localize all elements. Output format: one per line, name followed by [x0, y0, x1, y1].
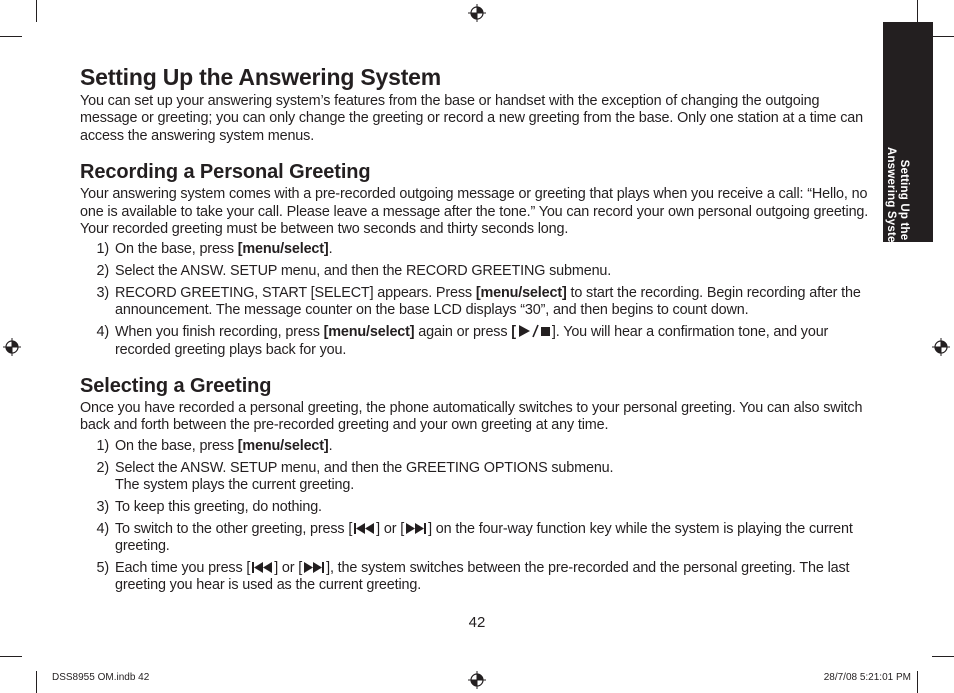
- registration-mark-icon: [3, 338, 21, 356]
- side-tab-line-2: Answering System: [885, 146, 897, 254]
- crop-mark: [36, 0, 37, 22]
- skip-back-icon: [251, 561, 273, 574]
- menu-select-key: [menu/select]: [237, 241, 329, 258]
- recording-paragraph: Your answering system comes with a pre-recorded outgoing message or greeting that plays when you receive a call: “Hello, no one is available to take your call. Please leave a message after the tone.” You can record your own personal outgoing greeting. Your recorded greeting must be between two seconds and thirty seconds long.: [80, 186, 869, 238]
- crop-mark: [932, 36, 954, 37]
- side-tab-line-1: Setting Up the: [898, 159, 910, 241]
- crop-mark: [0, 656, 22, 657]
- list-item: 2) Select the ANSW. SETUP menu, and then the RECORD GREETING submenu.: [96, 263, 612, 280]
- crop-mark: [917, 671, 918, 693]
- selecting-steps: [80, 438, 870, 595]
- list-item: 5) Each time you press [ ] or [ ], the system switches between the pre-recorded and the personal greeting. The last greeting you hear is used as the current greeting.: [96, 559, 850, 594]
- skip-back-icon: [353, 522, 375, 535]
- footer-file-label: DSS8955 OM.indb 42: [52, 672, 150, 683]
- skip-forward-icon: [303, 561, 325, 574]
- list-item: 1) On the base, press [menu/select].: [96, 241, 333, 258]
- footer-timestamp: 28/7/08 5:21:01 PM: [823, 672, 911, 683]
- intro-paragraph: You can set up your answering system’s features from the base or handset with the exception of changing the outgoing message or greeting; you can only change the greeting or record a new greeting from the base. Only one station at a time can access the answering system menus.: [80, 93, 863, 144]
- section-side-tab: [883, 22, 933, 254]
- selecting-heading: Selecting a Greeting: [80, 375, 272, 398]
- list-item: 3) RECORD GREETING, START [SELECT] appears. Press [menu/select] to start the recording. Begin recording after the announcement. The message counter on the base LCD displays “30”, and then begins to count down.: [96, 285, 861, 319]
- page-number: 42: [468, 614, 486, 631]
- menu-select-key: [menu/select]: [323, 324, 415, 341]
- registration-mark-icon: [932, 338, 950, 356]
- crop-mark: [0, 36, 22, 37]
- selecting-paragraph: Once you have recorded a personal greeting, the phone automatically switches to your personal greeting. You can also switch back and forth between the pre-recorded greeting and your own greeting at any time.: [80, 400, 863, 434]
- recording-steps: [80, 241, 870, 359]
- side-tab-label: [884, 90, 910, 310]
- page-content: [80, 62, 870, 599]
- skip-forward-icon: [405, 522, 427, 535]
- registration-mark-icon: [468, 4, 486, 22]
- crop-mark: [36, 671, 37, 693]
- recording-heading: Recording a Personal Greeting: [80, 161, 371, 184]
- list-item: 3) To keep this greeting, do nothing.: [96, 498, 322, 515]
- page-title: Setting Up the Answering System: [80, 64, 442, 90]
- menu-select-key: [menu/select]: [237, 437, 329, 454]
- crop-mark: [917, 0, 918, 22]
- crop-mark: [932, 656, 954, 657]
- registration-mark-icon: [468, 671, 486, 689]
- play-stop-icon: [517, 324, 551, 338]
- list-item: 4) To switch to the other greeting, press [ ] or [ ] on the four-way function key while the system is playing the current greeting.: [96, 520, 853, 555]
- list-item: 4) When you finish recording, press [menu/select] again or press [ ]. You will hear a confirmation tone, and your recorded greeting plays back for you.: [96, 324, 829, 358]
- menu-select-key: [menu/select]: [475, 285, 567, 302]
- list-item: 2) Select the ANSW. SETUP menu, and then the GREETING OPTIONS submenu. The system plays the current greeting.: [96, 459, 614, 494]
- list-item: 1) On the base, press [menu/select].: [96, 437, 333, 454]
